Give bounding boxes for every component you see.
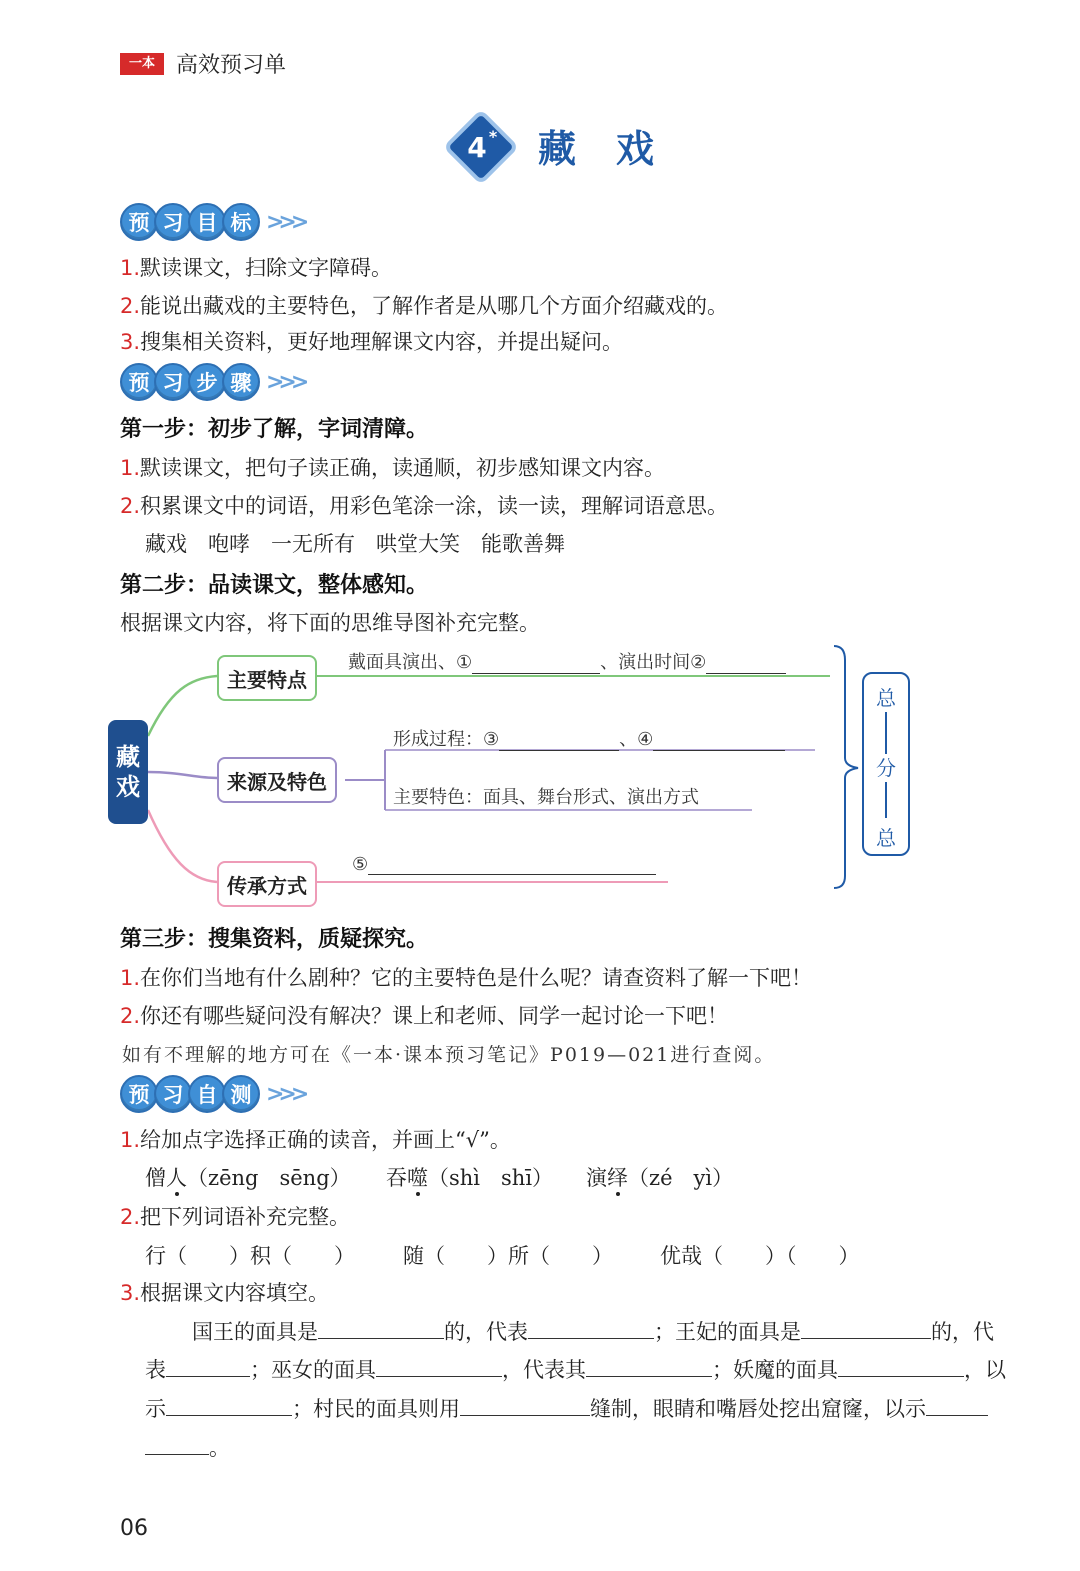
reference-note: 如有不理解的地方可在《一本·课本预习笔记》P019—021进行查阅。	[122, 1044, 776, 1066]
heading-char: 习	[154, 203, 192, 241]
section-heading-goals	[120, 204, 303, 240]
branch-main-features: 主要特点	[217, 655, 317, 701]
lesson-star: *	[488, 127, 498, 146]
brand-logo: 一本	[120, 53, 164, 75]
heading-char: 目	[188, 203, 226, 241]
fill-blank[interactable]	[145, 1434, 209, 1455]
fill-line-3: 示 ；村民的面具则用 缝制，眼睛和嘴唇处挖出窟窿，以示	[145, 1393, 988, 1423]
lesson-title: 藏戏	[538, 127, 695, 171]
heading-char: 标	[222, 203, 260, 241]
heading-char: 预	[120, 1075, 158, 1113]
lesson-number: 4	[467, 131, 487, 164]
branch1-text: 戴面具演出、① 、演出时间②	[348, 648, 786, 674]
branch2-features: 主要特色：面具、舞台形式、演出方式	[393, 787, 699, 808]
step3-item: 1.在你们当地有什么剧种？它的主要特色是什么呢？请查资料了解一下吧！	[120, 966, 813, 990]
fill-blank[interactable]	[166, 1356, 250, 1377]
pinyin-item[interactable]: 僧人（zēng sēng）	[145, 1166, 351, 1190]
blank-5[interactable]	[368, 856, 656, 875]
branch-origin-features: 来源及特色	[217, 757, 337, 803]
step1-item: 1.默读课文，把句子读正确，读通顺，初步感知课文内容。	[120, 456, 666, 480]
header-title: 高效预习单	[176, 53, 287, 78]
step3-title: 第三步：搜集资料，质疑探究。	[120, 927, 429, 952]
fill-blank[interactable]	[528, 1318, 654, 1339]
branch3-text: ⑤	[352, 854, 656, 875]
blank-4[interactable]	[653, 732, 785, 751]
selftest-q2: 2.把下列词语补充完整。	[120, 1205, 351, 1229]
section-heading-selftest	[120, 1076, 303, 1112]
idiom-fill[interactable]: 行（ ）积（ ）	[145, 1244, 355, 1268]
lesson-number-badge	[446, 112, 508, 174]
fill-blank[interactable]	[318, 1318, 444, 1339]
heading-char: 步	[188, 363, 226, 401]
blank-2[interactable]	[706, 655, 786, 674]
goal-item: 2.能说出藏戏的主要特色，了解作者是从哪几个方面介绍藏戏的。	[120, 294, 729, 318]
goal-item: 1.默读课文，扫除文字障碍。	[120, 256, 393, 280]
fill-blank[interactable]	[460, 1395, 590, 1416]
fill-blank[interactable]	[926, 1395, 988, 1416]
heading-char: 习	[154, 1075, 192, 1113]
pinyin-item[interactable]: 演绎（zé yì）	[586, 1166, 734, 1190]
step1-title: 第一步：初步了解，字词清障。	[120, 417, 429, 442]
selftest-q3: 3.根据课文内容填空。	[120, 1281, 330, 1305]
step1-item: 2.积累课文中的词语，用彩色笔涂一涂，读一读，理解词语意思。	[120, 494, 729, 518]
chevron-right-icon: >>>	[266, 1081, 304, 1107]
idiom-fill[interactable]: 随（ ）所（ ）	[403, 1244, 613, 1268]
selftest-q1: 1.给加点字选择正确的读音，并画上“√”。	[120, 1128, 511, 1152]
fill-blank[interactable]	[166, 1395, 292, 1416]
idiom-fill[interactable]: 优哉（ ）（ ）	[660, 1244, 860, 1268]
pinyin-item[interactable]: 吞噬（shì shī）	[386, 1166, 554, 1190]
step2-instruction: 根据课文内容，将下面的思维导图补充完整。	[120, 611, 540, 635]
heading-char: 习	[154, 363, 192, 401]
fill-line-1: 国王的面具是 的，代表 ；王妃的面具是 的，代	[192, 1320, 994, 1344]
vocabulary-words: 藏戏 咆哮 一无所有 哄堂大笑 能歌善舞	[145, 532, 565, 556]
mind-map-root: 藏 戏	[108, 720, 148, 824]
heading-char: 预	[120, 363, 158, 401]
fill-line-4: 。	[145, 1432, 230, 1462]
fill-blank[interactable]	[586, 1356, 712, 1377]
heading-char: 预	[120, 203, 158, 241]
branch-inheritance: 传承方式	[217, 861, 317, 907]
fill-line-2: 表 ；巫女的面具 ，代表其 ；妖魔的面具 ，以	[145, 1358, 1006, 1382]
section-heading-steps	[120, 364, 303, 400]
fill-blank[interactable]	[801, 1318, 931, 1339]
blank-3[interactable]	[499, 732, 619, 751]
structure-box: 总 分 总	[862, 672, 910, 856]
fill-blank[interactable]	[838, 1356, 964, 1377]
fill-blank[interactable]	[376, 1356, 502, 1377]
branch2-process: 形成过程：③ 、④	[393, 725, 785, 751]
page-number: 06	[120, 1516, 148, 1541]
chevron-right-icon: >>>	[266, 369, 304, 395]
heading-char: 自	[188, 1075, 226, 1113]
goal-item: 3.搜集相关资料，更好地理解课文内容，并提出疑问。	[120, 330, 624, 354]
blank-1[interactable]	[472, 655, 600, 674]
mind-map	[100, 640, 930, 910]
heading-char: 测	[222, 1075, 260, 1113]
step2-title: 第二步：品读课文，整体感知。	[120, 573, 429, 598]
heading-char: 骤	[222, 363, 260, 401]
chevron-right-icon: >>>	[266, 209, 304, 235]
step3-item: 2.你还有哪些疑问没有解决？课上和老师、同学一起讨论一下吧！	[120, 1004, 729, 1028]
